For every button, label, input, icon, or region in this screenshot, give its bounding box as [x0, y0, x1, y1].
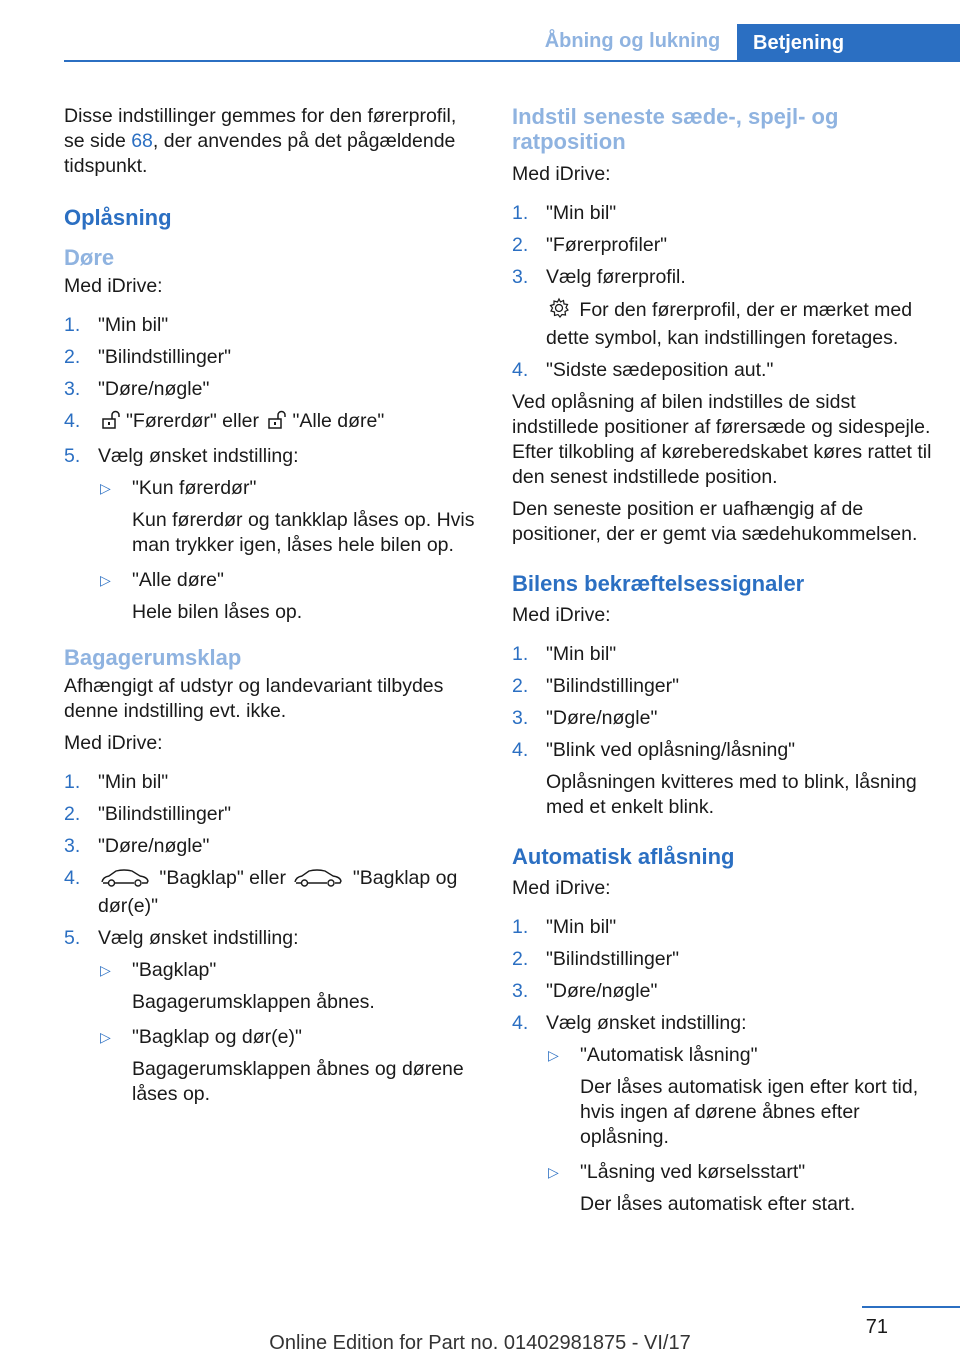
footer-rule [862, 1306, 960, 1308]
heading-automatisk-aflasning: Automatisk aflåsning [512, 844, 735, 869]
car-tailgate-icon [293, 867, 343, 894]
list-item: 1. "Min bil" [512, 916, 617, 938]
intro-paragraph: Disse indstillinger gemmes for den førerprofil, se side 68, der anvendes på det pågældende tidspunkt. [64, 105, 457, 177]
unlock-icon [266, 410, 288, 437]
list-item: 1. "Min bil" [64, 314, 169, 336]
triangle-bullet-icon: ▷ [100, 962, 111, 978]
list-item: 2. "Bilindstillinger" [64, 803, 232, 825]
list-item: ▷ "Automatisk låsning" Der låses automatisk igen efter kort tid, hvis ingen af dørene åbnes efter oplåsning. [548, 1044, 919, 1148]
list-item: 3. "Døre/nøgle" [512, 980, 658, 1002]
list-item: 4. "Blink ved oplåsning/låsning" Oplåsningen kvitteres med to blink, låsning med et enkelt blink. [512, 739, 917, 818]
triangle-bullet-icon: ▷ [100, 572, 111, 588]
list-item: 4. "Førerdør" eller "Alle døre" [64, 409, 482, 437]
gear-icon [548, 297, 570, 326]
list-item: 4. Vælg ønsket indstilling: ▷ "Automatisk låsning" Der låses automatisk igen efter kort tid, hvis ingen af dørene åbnes efter oplåsning. ▷ "Låsning ved kørselsstart" Der låses automatisk efter start. [512, 1011, 932, 1217]
indstil-idrive: Med iDrive: [512, 163, 611, 185]
triangle-bullet-icon: ▷ [548, 1164, 559, 1180]
header-section-title: Åbning og lukning [544, 30, 721, 52]
bagage-options [98, 958, 482, 1107]
indstil-paragraph-1: Ved oplåsning af bilen indstilles de sidst indstillede positioner af førersæde og sidespejle. Efter tilkobling af køreberedskabet køres rattet til den senest indstillede position. [512, 391, 932, 488]
auto-idrive: Med iDrive: [512, 877, 611, 899]
left-column [64, 104, 482, 1117]
list-item: 3. Vælg førerprofil. For den førerprofil, der er mærket med dette symbol, kan indstillingen foretages. [512, 265, 932, 351]
list-item: 5. Vælg ønsket indstilling: ▷ "Kun førerdør" Kun førerdør og tankklap låses op. Hvis man trykker igen, låses hele bilen op. ▷ "Alle døre" Hele bilen låses op. [64, 444, 482, 625]
list-item: ▷ "Kun førerdør" Kun førerdør og tankklap låses op. Hvis man trykker igen, låses hele bilen op. [100, 477, 475, 556]
bagage-steps [64, 770, 482, 1107]
list-item: ▷ "Bagklap og dør(e)" Bagagerumsklappen åbnes og dørene låses op. [100, 1026, 464, 1105]
heading-dore: Døre [64, 245, 115, 270]
list-item: 4. "Sidste sædeposition aut." [512, 359, 774, 381]
list-item: 2. "Bilindstillinger" [64, 346, 232, 368]
list-item: 5. Vælg ønsket indstilling: ▷ "Bagklap" Bagagerumsklappen åbnes. ▷ "Bagklap og dør(e)" Bagagerumsklappen åbnes og dørene låses op. [64, 926, 482, 1107]
list-item: 1. "Min bil" [512, 643, 617, 665]
dore-options [98, 476, 482, 625]
list-item: ▷ "Låsning ved kørselsstart" Der låses automatisk efter start. [548, 1161, 856, 1215]
header-chapter-tab: Betjening [737, 24, 960, 62]
heading-indstil: Indstil seneste sæde-, spejl- og ratposition [512, 104, 839, 154]
list-item: 4. "Bagklap" eller "Bagklap og dør(e)" [64, 867, 458, 917]
heading-oplasning: Oplåsning [64, 205, 172, 230]
list-item: ▷ "Alle døre" Hele bilen låses op. [100, 569, 303, 623]
list-item: 2. "Bilindstillinger" [512, 948, 680, 970]
car-tailgate-icon [100, 867, 150, 894]
bekraeft-idrive: Med iDrive: [512, 604, 611, 626]
list-item: 2. "Bilindstillinger" [512, 675, 680, 697]
page-number: 71 [865, 1316, 888, 1338]
bagage-idrive: Med iDrive: [64, 732, 163, 754]
auto-steps [512, 915, 932, 1217]
list-item: ▷ "Bagklap" Bagagerumsklappen åbnes. [100, 959, 375, 1013]
heading-bekraeftelsessignaler: Bilens bekræftelsessignaler [512, 571, 805, 596]
list-item: 1. "Min bil" [64, 771, 169, 793]
unlock-icon [100, 410, 122, 437]
indstil-paragraph-2: Den seneste position er uafhængig af de positioner, der er gemt via sædehukommelsen. [512, 498, 918, 545]
bagage-intro: Afhængigt af udstyr og landevariant tilbydes denne indstilling evt. ikke. [64, 675, 444, 722]
list-item: 3. "Døre/nøgle" [64, 378, 210, 400]
dore-idrive: Med iDrive: [64, 275, 163, 297]
header-rule [64, 60, 960, 62]
triangle-bullet-icon: ▷ [100, 480, 111, 496]
auto-options [546, 1043, 932, 1217]
indstil-note: For den førerprofil, der er mærket med dette symbol, kan indstillingen foretages. [546, 299, 913, 349]
list-item: 3. "Døre/nøgle" [512, 707, 658, 729]
list-item: 2. "Førerprofiler" [512, 234, 668, 256]
triangle-bullet-icon: ▷ [100, 1029, 111, 1045]
indstil-steps [512, 201, 932, 383]
triangle-bullet-icon: ▷ [548, 1047, 559, 1063]
heading-bagagerumsklap: Bagagerumsklap [64, 645, 242, 670]
list-item: 1. "Min bil" [512, 202, 617, 224]
page-link[interactable]: 68 [131, 130, 153, 152]
dore-steps [64, 313, 482, 625]
footer-edition: Online Edition for Part no. 01402981875 - VI/17 [269, 1332, 691, 1354]
right-column [512, 104, 932, 1227]
list-item: 3. "Døre/nøgle" [64, 835, 210, 857]
bekraeft-steps [512, 642, 932, 820]
